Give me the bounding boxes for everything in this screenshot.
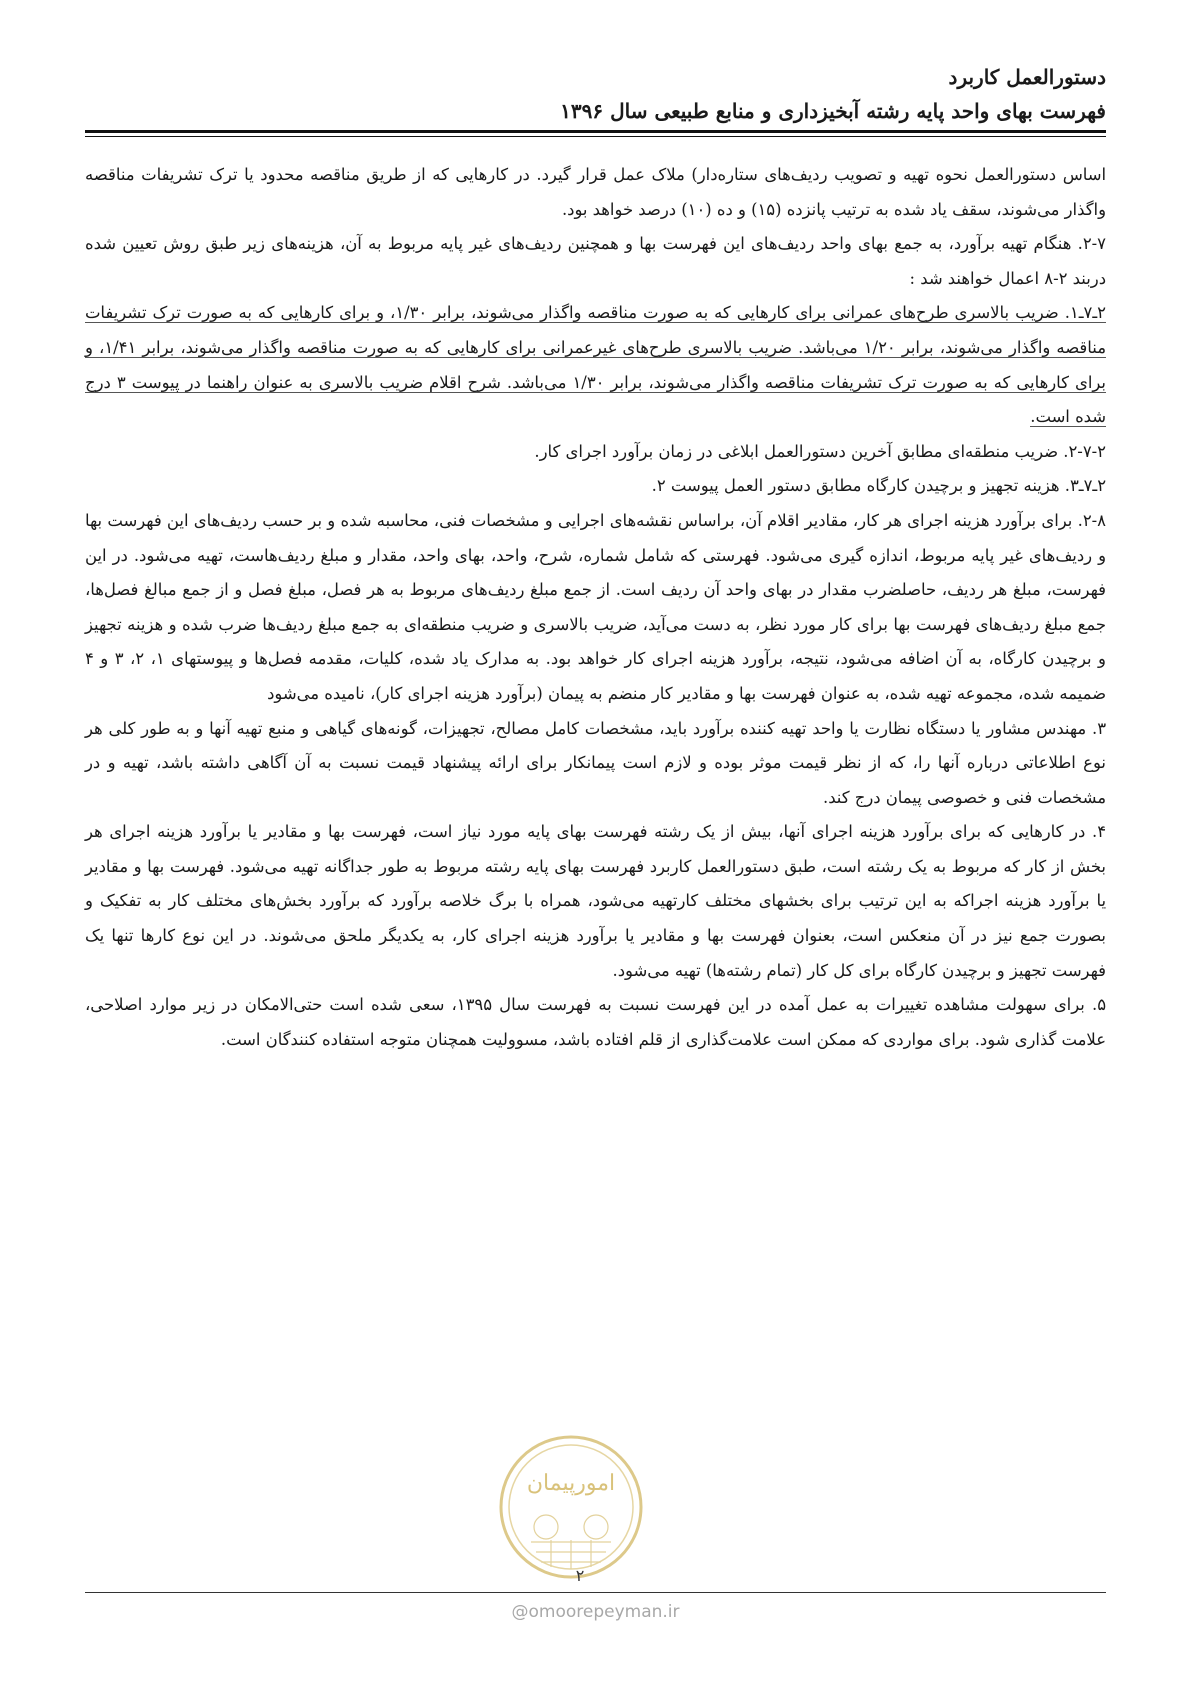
paragraph-2-7: ۲-۷. هنگام تهیه برآورد، به جمع بهای واحد ردیف‌های این فهرست بها و همچنین ردیف‌های غیر پایه مربوط به آن، هزینه‌های زیر طبق روش تعیین شده دربند ۲-۸ اعمال خواهند شد : bbox=[85, 234, 1106, 288]
header-rule-thick bbox=[85, 130, 1106, 133]
page-number: ۲ bbox=[575, 1566, 585, 1585]
footer-website: @omoorepeyman.ir bbox=[511, 1602, 680, 1622]
underlined-revision: ۲ـ۷ـ۱. ضریب بالاسری طرح‌های عمرانی برای کارهایی که به صورت مناقصه واگذار می‌شوند، برابر ۱/۳۰، و برای کارهایی که به صورت ترک تشریفات مناقصه واگذار می‌شوند، برابر ۱/۲۰ می‌باشد. ضریب بالاسری طرح‌های غیرعمرانی برای کارهایی که به صورت مناقصه واگذار می‌شوند، برابر ۱/۴۱، و برای کارهایی که به صورت ترک تشریفات مناقصه واگذار می‌شوند، برابر ۱/۳۰ می‌باشد. شرح اقلام ضریب بالاسری به عنوان راهنما در پیوست ۳ درج شده است. bbox=[85, 303, 1106, 427]
paragraph-continuation: اساس دستورالعمل نحوه تهیه و تصویب ردیف‌های ستاره‌دار) ملاک عمل قرار گیرد. در کارهایی که از طریق مناقصه محدود یا ترک تشریفات مناقصه واگذار می‌شوند، سقف یاد شده به ترتیب پانزده (۱۵) و ده (۱۰) درصد خواهد بود. bbox=[85, 165, 1106, 219]
paragraph-2-7-2: ۲-۷-۲. ضریب منطقه‌ای مطابق آخرین دستورالعمل ابلاغی در زمان برآورد اجرای کار. bbox=[534, 441, 1106, 461]
paragraph-4: ۴. در کارهایی که برای برآورد هزینه اجرای آنها، بیش از یک رشته فهرست بهای پایه مورد نیاز است، فهرست بها و مقادیر یا برآورد هزینه اجرای هر بخش از کار که مربوط به یک رشته است، طبق دستورالعمل کاربرد فهرست بهای پایه رشته مربوط به طور جداگانه تهیه می‌شود. فهرست بها و مقادیر یا برآورد هزینه اجراکه به این ترتیب برای بخشهای مختلف کارتهیه می‌شود، همراه با برگ خلاصه برآورد که برآورد بخش‌های مختلف کار به تفکیک و بصورت جمع نیز در آن منعکس است، بعنوان فهرست بها و مقادیر یا برآورد هزینه اجرای کار، به یکدیگر ملحق می‌شوند. در این نوع کارها تنها یک فهرست تجهیز و برچیدن کارگاه برای کل کار (تمام رشته‌ها) تهیه می‌شود. bbox=[85, 822, 1107, 980]
paragraph-2-7-3: ۲ـ۷ـ۳. هزینه تجهیز و برچیدن کارگاه مطابق دستور العمل پیوست ۲. bbox=[651, 476, 1106, 496]
footer-rule bbox=[85, 1592, 1106, 1593]
seal-lettering: امورپیمان bbox=[526, 1471, 616, 1496]
omoore-peyman-seal-logo bbox=[496, 1432, 646, 1582]
document-title: دستورالعمل کاربرد bbox=[948, 65, 1106, 89]
document-subtitle: فهرست بهای واحد پایه رشته آبخیزداری و منابع طبیعی سال ۱۳۹۶ bbox=[560, 99, 1106, 123]
paragraph-3: ۳. مهندس مشاور یا دستگاه نظارت یا واحد تهیه کننده برآورد باید، مشخصات کامل مصالح، تجهیزات، گونه‌های گیاهی و منبع تهیه آنها و به طور کلی هر نوع اطلاعاتی درباره آنها را، که از نظر قیمت موثر بوده و لازم است پیمانکار برای ارائه پیشنهاد قیمت نسبت به آن آگاهی داشته باشد، تهیه و در مشخصات فنی و خصوصی پیمان درج کند. bbox=[85, 718, 1106, 807]
header-rule-thin bbox=[85, 136, 1106, 137]
paragraph-2-7-1 bbox=[85, 296, 1106, 434]
paragraph-5: ۵. برای سهولت مشاهده تغییرات به عمل آمده در این فهرست نسبت به فهرست سال ۱۳۹۵، سعی شده است حتی‌الامکان در زیر موارد اصلاحی، علامت گذاری شود. برای مواردی که ممکن است علامت‌گذاری از قلم افتاده باشد، مسوولیت همچنان متوجه استفاده کنندگان است. bbox=[85, 995, 1107, 1049]
page-header bbox=[85, 60, 1106, 128]
paragraph-2-8: ۲-۸. برای برآورد هزینه اجرای هر کار، مقادیر اقلام آن، براساس نقشه‌های اجرایی و مشخصات فنی، محاسبه شده و بر حسب ردیف‌های این فهرست بها و ردیف‌های غیر پایه مربوط، اندازه گیری می‌شود. فهرستی که شامل شماره، شرح، واحد، بهای واحد، مقدار و مبلغ ردیف‌هاست، تهیه می‌شود. در این فهرست، مبلغ هر ردیف، حاصلضرب مقدار در بهای واحد آن ردیف است. از جمع مبلغ ردیف‌های مربوط به هر فصل، مبلغ فصل و از جمع مبالغ فصل‌ها، جمع مبلغ ردیف‌های فهرست بها برای کار مورد نظر، به دست می‌آید، ضریب بالاسری و ضریب منطقه‌ای به جمع مبلغ ردیف‌ها ضرب شده و هزینه تجهیز و برچیدن کارگاه، به آن اضافه می‌شود، نتیجه، برآورد هزینه اجرای کار خواهد بود. به مدارک یاد شده، کلیات، مقدمه فصل‌ها و پیوستهای ۱، ۲، ۳ و ۴ ضمیمه شده، مجموعه تهیه شده، به عنوان فهرست بها و مقادیر کار منضم به پیمان (برآورد هزینه اجرای کار)، نامیده می‌شود bbox=[85, 510, 1106, 703]
document-body bbox=[85, 158, 1106, 1057]
